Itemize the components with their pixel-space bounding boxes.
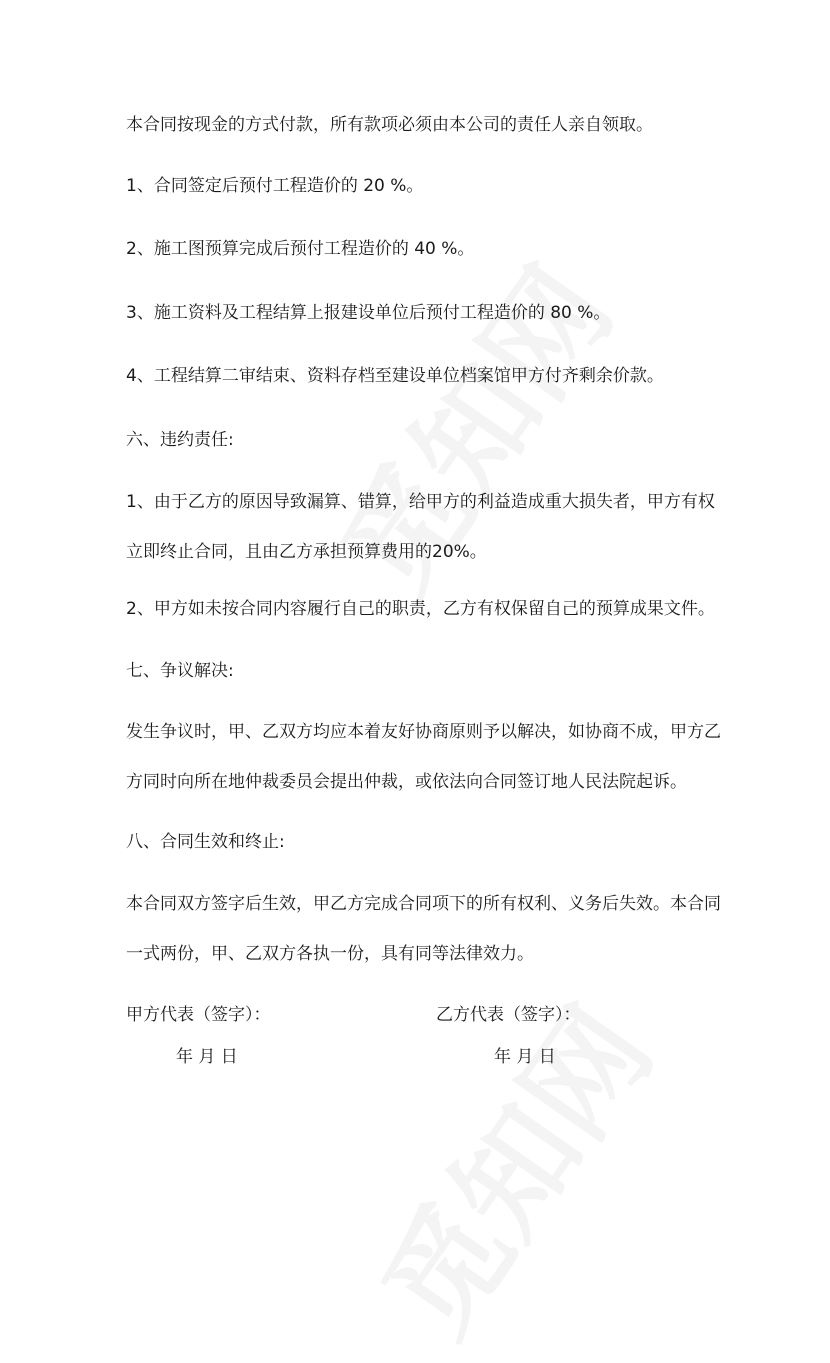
payment-intro: 本合同按现金的方式付款，所有款项必须由本公司的责任人亲自领取。 — [126, 115, 653, 135]
party-b-signature-label: 乙方代表（签字）： — [436, 1005, 581, 1025]
payment-item-3: 3、施工资料及工程结算上报建设单位后预付工程造价的 80 %。 — [126, 303, 611, 323]
dispute-body: 发生争议时，甲、乙双方均应本着友好协商原则予以解决，如协商不成，甲方乙方同时向所在地仲裁委员会提出仲裁，或依法向合同签订地人民法院起诉。 — [126, 722, 721, 792]
breach-item-1: 1、由于乙方的原因导致漏算、错算，给甲方的利益造成重大损失者，甲方有权立即终止合同，且由乙方承担预算费用的20%。 — [126, 492, 715, 562]
payment-item-1: 1、合同签定后预付工程造价的 20 %。 — [126, 176, 424, 196]
party-b-date: 年 月 日 — [494, 1047, 556, 1067]
effect-body: 本合同双方签字后生效，甲乙方完成合同项下的所有权利、义务后失效。本合同一式两份，甲、乙双方各执一份，具有同等法律效力。 — [126, 894, 721, 964]
breach-item-2: 2、甲方如未按合同内容履行自己的职责，乙方有权保留自己的预算成果文件。 — [126, 599, 715, 619]
payment-item-2: 2、施工图预算完成后预付工程造价的 40 %。 — [126, 239, 475, 259]
party-a-date: 年 月 日 — [176, 1047, 238, 1067]
watermark-bottom — [336, 969, 683, 1363]
dispute-heading: 七、争议解决: — [126, 661, 234, 681]
party-a-signature-label: 甲方代表（签字）： — [126, 1005, 271, 1025]
payment-item-4: 4、工程结算二审结束、资料存档至建设单位档案馆甲方付齐剩余价款。 — [126, 366, 664, 386]
effect-heading: 八、合同生效和终止: — [126, 832, 285, 852]
breach-heading: 六、违约责任: — [126, 430, 234, 450]
